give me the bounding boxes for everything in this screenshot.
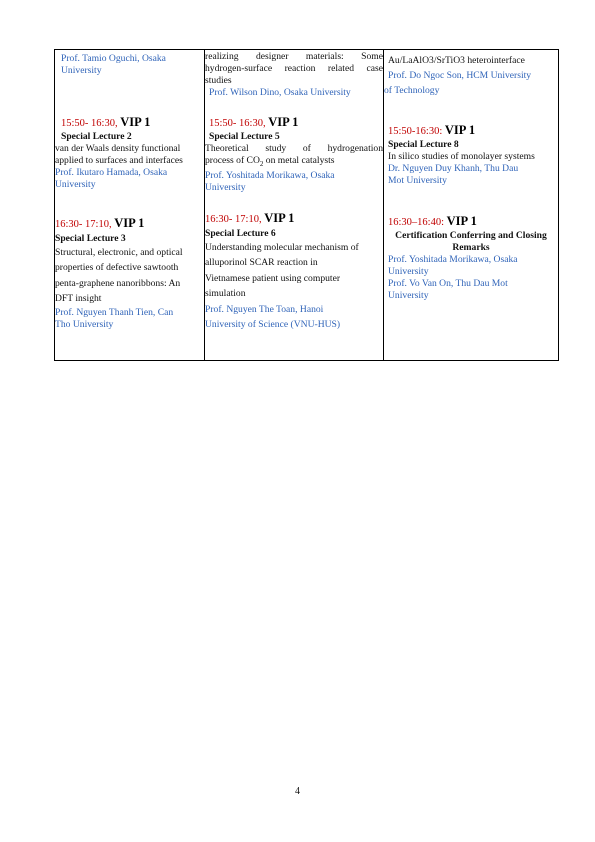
lecture-heading: Special Lecture 3 [55, 232, 126, 244]
lecture-title: Theoretical study of hydrogenation process of $CO_2$ on metal catalysts [205, 143, 383, 168]
lecture-title: Understanding molecular mechanism of alluporinol SCAR reaction in Vietnamese patient using computer simulation [205, 241, 359, 299]
session-time: 16:30- 17:10, VIP 1 [55, 216, 145, 230]
closing-session [384, 215, 558, 302]
speaker-wilson-dino: Prof. Wilson Dino, Osaka University [209, 87, 351, 98]
lecture-heading: Special Lecture 8 [388, 139, 459, 150]
lecture-heading: Special Lecture 2 [61, 131, 132, 142]
session-time: 16:30–16:40: VIP 1 [388, 214, 477, 228]
lecture-heading: Special Lecture 6 [205, 227, 276, 239]
closing-speaker-vo-van-on: Prof. Vo Van On, Thu Dau Mot University [388, 278, 508, 301]
lecture-title: van der Waals density functional applied to surfaces and interfaces [55, 143, 183, 166]
closing-speaker-morikawa: Prof. Yoshitada Morikawa, Osaka University [388, 254, 518, 277]
schedule-column-3 [384, 50, 558, 360]
lecture-title: realizing designer materials: Some hydrogen-surface reaction related case studies [205, 51, 383, 86]
page-number: 4 [295, 786, 300, 797]
speaker-tamio-oguchi: Prof. Tamio Oguchi, Osaka University [61, 53, 166, 76]
lecture-speaker: Prof. Yoshitada Morikawa, Osaka University [205, 169, 335, 193]
lecture-speaker: Prof. Nguyen The Toan, Hanoi University of Science (VNU-HUS) [205, 303, 341, 330]
special-lecture-6 [205, 211, 383, 333]
lecture-heading: Special Lecture 5 [209, 131, 280, 142]
speaker-do-ngoc-son: Prof. Do Ngoc Son, HCM University of Technology [384, 70, 532, 96]
special-lecture-8 [384, 124, 558, 187]
lecture-continued-son [384, 53, 558, 98]
special-lecture-5 [205, 116, 383, 194]
special-lecture-2 [55, 116, 204, 191]
session-time: 15:50-16:30: VIP 1 [388, 123, 476, 137]
schedule-column-2 [205, 50, 384, 360]
lecture-speaker: Prof. Ikutaro Hamada, Osaka University [55, 167, 168, 190]
lecture-speaker: Dr. Nguyen Duy Khanh, Thu Dau Mot University [388, 163, 519, 186]
lecture-title: Structural, electronic, and optical properties of defective sawtooth penta-graphene nanoribbons: An DFT insight [55, 246, 183, 304]
schedule-table [54, 49, 559, 361]
lecture-continued-dino [205, 51, 383, 99]
lecture-title: Au/LaAlO3/SrTiO3 heterointerface [388, 55, 525, 66]
session-time: 15:50- 16:30, VIP 1 [61, 115, 151, 129]
lecture-speaker: Prof. Nguyen Thanh Tien, Can Tho University [55, 306, 174, 330]
closing-title: Certification Conferring and Closing Remarks [395, 230, 547, 253]
schedule-column-1 [55, 50, 205, 360]
session-time: 16:30- 17:10, VIP 1 [205, 211, 295, 225]
lecture-title: In silico studies of monolayer systems [388, 151, 535, 162]
special-lecture-3 [55, 216, 204, 331]
session-time: 15:50- 16:30, VIP 1 [209, 115, 299, 129]
